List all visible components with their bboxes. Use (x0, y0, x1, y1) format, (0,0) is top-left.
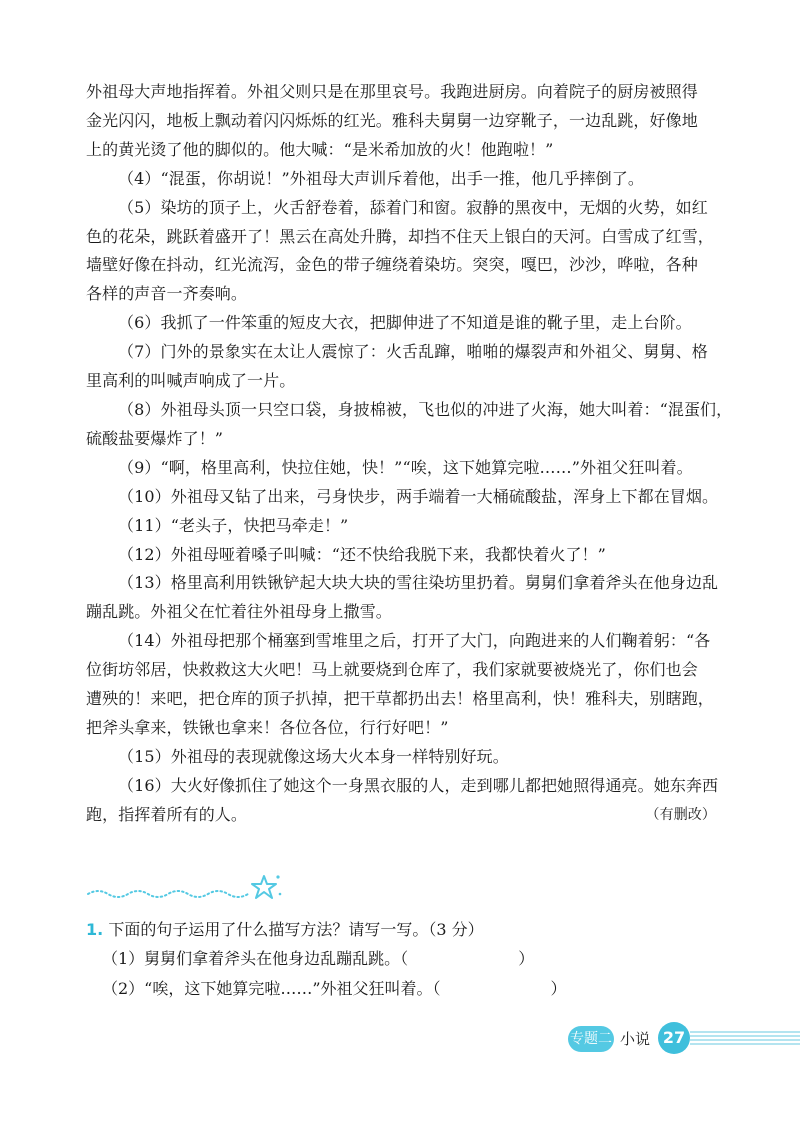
article-line-13: 硫酸盐要爆炸了！” (86, 428, 224, 448)
article-line-21: 位街坊邻居，快救救这大火吧！马上就要烧到仓库了，我们家就要被烧光了，你们也会 (86, 660, 698, 680)
article-line-20: （14）外祖母把那个桶塞到雪堆里之后，打开了大门，向跑进来的人们鞠着躬：“各 (118, 631, 711, 651)
dotted-wave-divider (86, 872, 286, 904)
article-line-22: 遭殃的！来吧，把仓库的顶子扒掉，把干草都扔出去！格里高利，快！雅科夫，别瞎跑， (86, 689, 714, 709)
page-number: 27 (658, 1022, 690, 1054)
question-item-text: （2）“唉，这下她算完啦……”外祖父狂叫着。（ (102, 979, 441, 998)
footer-label: 小说 (620, 1030, 651, 1048)
article-line-26-text: 跑，指挥着所有的人。 (86, 804, 248, 824)
article-line-8: 各样的声音一齐奏响。 (86, 284, 248, 304)
article-line-10: （7）门外的景象实在太让人震惊了：火舌乱蹿，啪啪的爆裂声和外祖父、舅舅、格 (118, 342, 708, 362)
article-line-12: （8）外祖母头顶一只空口袋，身披棉被，飞也似的冲进了火海，她大叫着：“混蛋们， (118, 399, 733, 419)
page-footer (560, 1022, 800, 1058)
topic-chip: 专题二 (568, 1026, 614, 1052)
article-line-17: （12）外祖母哑着嗓子叫喊：“还不快给我脱下来，我都快着火了！” (118, 544, 606, 564)
questions-section (86, 916, 716, 1004)
article-line-24: （15）外祖母的表现就像这场大火本身一样特别好玩。 (118, 746, 509, 766)
article (86, 78, 733, 830)
footer-stripes (690, 1030, 800, 1048)
article-line-5: （5）染坊的顶子上，火舌舒卷着，舔着门和窗。寂静的黑夜中，无烟的火势，如红 (118, 197, 708, 217)
article-line-7: 墙壁好像在抖动，红光流泻，金色的带子缠绕着染坊。突突，嘎巴，沙沙，哗啦，各种 (86, 255, 698, 275)
question-1-text: 下面的句子运用了什么描写方法？请写一写。（3 分） (108, 920, 484, 939)
article-line-2: 金光闪闪，地板上飘动着闪闪烁烁的红光。雅科夫舅舅一边穿靴子，一边乱跳，好像地 (86, 110, 698, 130)
question-1-item-1 (86, 944, 716, 974)
article-line-1: 外祖母大声地指挥着。外祖父则只是在那里哀号。我跑进厨房。向着院子的厨房被照得 (86, 82, 698, 101)
question-1-title (86, 916, 716, 944)
article-line-26 (86, 801, 716, 830)
star-icon (252, 875, 281, 898)
article-line-9: （6）我抓了一件笨重的短皮大衣，把脚伸进了不知道是谁的靴子里，走上台阶。 (118, 313, 692, 333)
question-1-item-2 (86, 974, 716, 1004)
article-line-18: （13）格里高利用铁锹铲起大块大块的雪往染坊里扔着。舅舅们拿着斧头在他身边乱 (118, 573, 719, 593)
source-note: （有删改） (645, 806, 716, 823)
article-line-25: （16）大火好像抓住了她这个一身黑衣服的人，走到哪儿都把她照得通亮。她东奔西 (118, 775, 719, 795)
article-line-6: 色的花朵，跳跃着盛开了！黑云在高处升腾，却挡不住天上银白的天河。白雪成了红雪， (86, 226, 714, 246)
article-line-16: （11）“老头子，快把马牵走！” (118, 515, 349, 535)
article-line-3: 上的黄光烫了他的脚似的。他大喊：“是米希加放的火！他跑啦！” (86, 139, 554, 159)
article-line-15: （10）外祖母又钻了出来，弓身快步，两手端着一大桶硫酸盐，浑身上下都在冒烟。 (118, 486, 719, 506)
question-item-text: （1）舅舅们拿着斧头在他身边乱蹦乱跳。（ (102, 949, 409, 968)
article-line-4: （4）“混蛋，你胡说！”外祖母大声训斥着他，出手一推，他几乎摔倒了。 (118, 168, 644, 188)
article-line-23: 把斧头拿来，铁锹也拿来！各位各位，行行好吧！” (86, 717, 449, 737)
article-line-19: 蹦乱跳。外祖父在忙着往外祖母身上撒雪。 (86, 602, 392, 622)
question-item-close: ） (550, 979, 567, 998)
article-line-14: （9）“啊，格里高利，快拉住她，快！”“唉，这下她算完啦……”外祖父狂叫着。 (118, 457, 693, 477)
question-item-close: ） (518, 949, 535, 968)
article-line-11: 里高利的叫喊声响成了一片。 (86, 371, 296, 391)
question-1-number: 1. (86, 920, 104, 939)
